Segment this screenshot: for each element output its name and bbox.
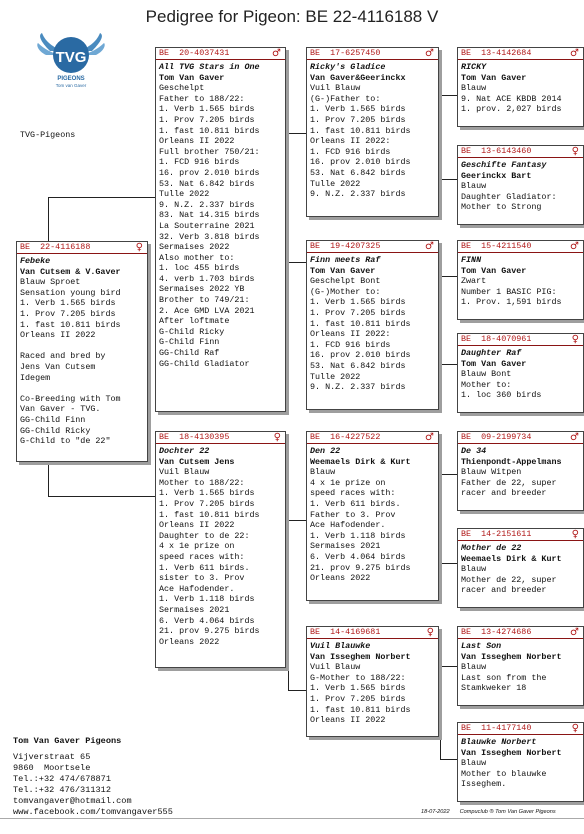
pigeon-info-line: 9. N.Z. 2.337 birds: [159, 199, 255, 210]
pigeon-info-line: 1. loc 360 birds: [461, 390, 542, 401]
ring-number: BE 22-4116188 ♀: [17, 242, 147, 254]
pigeon-name: Daughter Raf: [461, 348, 522, 358]
pigeon-info-line: 1. FCD 916 birds: [159, 157, 240, 168]
female-symbol-icon: ♀: [273, 432, 281, 443]
pigeon-name: Blauwke Norbert: [461, 737, 537, 747]
male-symbol-icon: ♂: [570, 48, 579, 59]
pigeon-info-line: Ace Hafodender.: [159, 583, 235, 594]
pigeon-card-paternal-grandmother[interactable]: [306, 240, 439, 410]
owner-email[interactable]: tomvangaver@hotmail.com: [13, 796, 132, 806]
pigeon-info-line: G-Child Ricky: [159, 326, 225, 337]
female-symbol-icon: ♀: [135, 242, 143, 253]
pigeon-info-line: [20, 341, 144, 352]
pigeon-card-mfm[interactable]: [457, 528, 584, 608]
owner-phone: Tel.:+32 474/678871: [13, 774, 111, 784]
pigeon-card-fmm[interactable]: [457, 333, 584, 413]
pigeon-info-line: 1. fast 10.811 birds: [310, 704, 411, 715]
pigeon-info-line: 1. Verb 1.565 birds: [310, 104, 406, 115]
ring-number: BE 09-2199734 ♂: [458, 432, 583, 444]
pigeon-info-line: Orleans II 2022:: [310, 329, 391, 340]
pigeon-info-line: 4 x 1e prize on: [310, 477, 386, 488]
pigeon-info-line: Geschelpt: [159, 83, 205, 94]
connector-line: [440, 474, 441, 563]
pigeon-info-line: 53. Nat 6.842 birds: [159, 178, 255, 189]
connector-line: [48, 197, 156, 198]
pigeon-info-line: speed races with:: [159, 551, 245, 562]
pigeon-info-line: G-Mother to 188/22:: [310, 672, 406, 683]
pigeon-info-line: 21. prov 9.275 birds: [310, 562, 411, 573]
pigeon-info-line: Tulle 2022: [310, 178, 361, 189]
pigeon-card-main[interactable]: [16, 241, 148, 462]
svg-text:PIGEONS: PIGEONS: [57, 76, 85, 82]
pigeon-info-line: Daughter to de 22:: [159, 530, 250, 541]
pigeon-owner: Tom Van Gaver: [461, 265, 527, 276]
pigeon-info-line: 21. prov 9.275 birds: [159, 626, 260, 637]
pigeon-info-line: 1. Verb 1.565 birds: [310, 297, 406, 308]
pigeon-info-line: Vuil Blauw: [159, 467, 210, 478]
pigeon-info-line: G-Child Finn: [159, 337, 220, 348]
pigeon-name: All TVG Stars in One: [159, 62, 260, 72]
pigeon-info-line: speed races with:: [310, 488, 396, 499]
pigeon-info-line: 9. N.Z. 2.337 birds: [310, 382, 406, 393]
connector-line: [288, 133, 289, 215]
pigeon-info-line: Mother to blauwke: [461, 768, 547, 779]
connector-line: [440, 95, 458, 96]
connector-line: [440, 563, 458, 564]
pigeon-info-line: Blauw: [461, 564, 487, 575]
pigeon-info-line: GG-Child Ricky: [20, 425, 91, 436]
pigeon-info-line: Orleans II 2022: [310, 715, 386, 726]
pigeon-info-line: 1. Prov 7.205 birds: [310, 307, 406, 318]
pigeon-info-line: Father de 22, super: [461, 477, 557, 488]
pigeon-info-line: Number 1 BASIC PIG:: [461, 286, 557, 297]
ring-number: BE 18-4070961 ♀: [458, 334, 583, 346]
ring-number: BE 16-4227522 ♂: [307, 432, 438, 444]
pigeon-card-mff[interactable]: [457, 431, 584, 511]
pigeon-card-fff[interactable]: [457, 47, 584, 127]
pigeon-info-line: 1. Prov 7.205 birds: [20, 308, 116, 319]
connector-line: [440, 666, 441, 759]
pigeon-info-line: Blauw Sproet: [20, 277, 81, 288]
connector-line: [48, 197, 49, 241]
pigeon-name: Ricky's Gladice: [310, 62, 386, 72]
side-label: TVG-Pigeons: [20, 130, 76, 140]
pigeon-owner: Weemaels Dirk & Kurt: [310, 456, 411, 467]
pigeon-info-line: 1. Verb 1.565 birds: [159, 104, 255, 115]
pigeon-info-line: 9. Nat ACE KBDB 2014: [461, 93, 562, 104]
pigeon-info-line: 16. prov 2.010 birds: [159, 167, 260, 178]
female-symbol-icon: ♀: [426, 627, 434, 638]
female-symbol-icon: ♀: [571, 334, 579, 345]
pigeon-info-line: Mother to:: [461, 379, 512, 390]
pigeon-info-line: Mother to 188/22:: [159, 477, 245, 488]
connector-line: [440, 474, 458, 475]
male-symbol-icon: ♂: [425, 432, 434, 443]
pigeon-owner: Van Cutsem Jens: [159, 456, 235, 467]
pigeon-info-line: Blauw: [461, 83, 487, 94]
owner-facebook[interactable]: www.facebook.com/tomvangaver555: [13, 807, 173, 817]
ring-number: BE 18-4130395 ♀: [156, 432, 285, 444]
pigeon-info-line: Father to 3. Prov: [310, 509, 396, 520]
pigeon-owner: Van Gaver&Geerinckx: [310, 72, 406, 83]
pigeon-info-line: Daughter Gladiator:: [461, 191, 557, 202]
pigeon-info-line: 16. prov 2.010 birds: [310, 157, 411, 168]
pigeon-info-line: Blauw Witpen: [461, 467, 522, 478]
male-symbol-icon: ♂: [570, 627, 579, 638]
pigeon-info-line: Mother to Strong: [461, 202, 542, 213]
pigeon-info-line: racer and breeder: [461, 585, 547, 596]
pigeon-info-line: Last son from the: [461, 672, 547, 683]
pigeon-info-line: 9. N.Z. 2.337 birds: [310, 189, 406, 200]
owner-phone: Tel.:+32 476/311312: [13, 785, 111, 795]
pigeon-info-line: Blauw: [461, 758, 487, 769]
pigeon-info-line: 1. fast 10.811 birds: [20, 319, 121, 330]
pigeon-info-line: Stamkweker 18: [461, 683, 527, 694]
pigeon-card-maternal-grandfather[interactable]: [306, 431, 439, 601]
ring-number: BE 19-4207325 ♂: [307, 241, 438, 253]
tvg-logo: [36, 31, 106, 95]
pigeon-info-line: 6. Verb 4.064 birds: [310, 551, 406, 562]
pigeon-info-line: Co-Breeding with Tom: [20, 393, 121, 404]
pigeon-name: Geschifte Fantasy: [461, 160, 547, 170]
pigeon-info-line: 1. FCD 916 birds: [310, 146, 391, 157]
pigeon-card-paternal-grandfather[interactable]: [306, 47, 439, 217]
ring-number: BE 14-2151611 ♀: [458, 529, 583, 541]
pigeon-info-line: 4 x 1e prize on: [159, 541, 235, 552]
pigeon-card-mother[interactable]: [155, 431, 286, 668]
pigeon-info-line: Tulle 2022: [310, 371, 361, 382]
female-symbol-icon: ♀: [571, 529, 579, 540]
owner-address-line: 9860 Moortsele: [13, 763, 91, 773]
pigeon-info-line: Zwart: [461, 276, 487, 287]
pigeon-info-line: Sermaises 2022 YB: [159, 284, 245, 295]
pigeon-info-line: Orleans II 2022: [20, 330, 96, 341]
pigeon-info-line: 1. Verb 1.565 birds: [159, 488, 255, 499]
pigeon-info-line: Orleans II 2022:: [310, 136, 391, 147]
male-symbol-icon: ♂: [272, 48, 281, 59]
pigeon-info-line: Orleans 2022: [159, 636, 220, 647]
ring-number: BE 15-4211540 ♂: [458, 241, 583, 253]
pigeon-info-line: 1. Verb 1.118 birds: [310, 530, 406, 541]
ring-number: BE 13-6143460 ♀: [458, 146, 583, 158]
pigeon-info-line: 1. Verb 611 birds.: [159, 562, 250, 573]
pigeon-owner: Tom Van Gaver: [159, 72, 225, 83]
pigeon-info-line: Vuil Blauw: [310, 83, 361, 94]
pigeon-info-line: 53. Nat 6.842 birds: [310, 360, 406, 371]
connector-line: [288, 520, 289, 690]
pigeon-info-line: Blauw Bont: [461, 369, 512, 380]
connector-line: [48, 462, 49, 496]
pigeon-owner: Geerinckx Bart: [461, 170, 532, 181]
pigeon-info-line: 4. verb 1.703 birds: [159, 273, 255, 284]
pigeon-name: Vuil Blauwke: [310, 641, 371, 651]
footer-date: 18-07-2022: [421, 809, 450, 815]
ring-number: BE 17-6257450 ♂: [307, 48, 438, 60]
pigeon-name: Febeke: [20, 256, 51, 266]
pigeon-owner: Tom Van Gaver: [461, 358, 527, 369]
pigeon-info-line: Mother de 22, super: [461, 574, 557, 585]
pigeon-info-line: 1. fast 10.811 birds: [310, 318, 411, 329]
pigeon-card-mmf[interactable]: [457, 626, 584, 706]
footer-credit: [421, 809, 566, 815]
pigeon-info-line: Sermaises 2021: [159, 604, 230, 615]
pigeon-info-line: GG-Child Raf: [159, 348, 220, 359]
ring-number: BE 20-4037431 ♂: [156, 48, 285, 60]
pigeon-info-line: 1. Verb 611 birds.: [310, 498, 401, 509]
connector-line: [440, 276, 458, 277]
pigeon-info-line: 1. loc 455 birds: [159, 263, 240, 274]
pigeon-info-line: Geschelpt Bont: [310, 276, 381, 287]
pigeon-owner: Tom Van Gaver: [310, 265, 376, 276]
pigeon-info-line: (G-)Father to:: [310, 93, 381, 104]
pigeon-name: Finn meets Raf: [310, 255, 381, 265]
pigeon-info-line: 1. fast 10.811 birds: [159, 509, 260, 520]
pigeon-info-line: 2. Ace GMD LVA 2021: [159, 305, 255, 316]
male-symbol-icon: ♂: [425, 241, 434, 252]
pigeon-card-ffm[interactable]: [457, 145, 584, 225]
connector-line: [440, 276, 441, 364]
connector-line: [440, 759, 458, 760]
footer-credit-text: Compuclub ® Tom Van Gaver Pigeons: [459, 809, 556, 815]
pigeon-card-father[interactable]: [155, 47, 286, 412]
connector-line: [288, 690, 307, 691]
pigeon-info-line: Sensation young bird: [20, 287, 121, 298]
pigeon-info-line: Orleans II 2022: [159, 520, 235, 531]
connector-line: [288, 133, 307, 134]
pigeon-owner: Weemaels Dirk & Kurt: [461, 553, 562, 564]
pigeon-info-line: Sermaises 2022: [159, 242, 230, 253]
connector-line: [288, 520, 307, 521]
pigeon-info-line: Ace Hafodender.: [310, 520, 386, 531]
pigeon-info-line: Brother to 749/21:: [159, 295, 250, 306]
pigeon-info-line: Isseghem.: [461, 779, 507, 790]
pigeon-card-maternal-grandmother[interactable]: [306, 626, 439, 737]
pigeon-info-line: Orleans 2022: [310, 573, 371, 584]
pigeon-info-line: Blauw: [461, 181, 487, 192]
pigeon-info-line: Orleans II 2022: [159, 136, 235, 147]
pigeon-info-line: 1. fast 10.811 birds: [159, 125, 260, 136]
pigeon-info-line: 1. Prov 7.205 birds: [159, 114, 255, 125]
pigeon-info-line: sister to 3. Prov: [159, 573, 245, 584]
connector-line: [288, 215, 289, 262]
pigeon-info-line: 1. Prov 7.205 birds: [310, 114, 406, 125]
pigeon-info-line: Father to 188/22:: [159, 93, 245, 104]
pigeon-info-line: 83. Nat 14.315 birds: [159, 210, 260, 221]
pigeon-info-line: [20, 383, 144, 394]
ring-number: BE 13-4274686 ♂: [458, 627, 583, 639]
pigeon-info-line: (G-)Mother to:: [310, 286, 381, 297]
owner-contact-block: [13, 736, 173, 818]
pigeon-owner: Van Cutsem & V.Gaver: [20, 266, 121, 277]
owner-address-line: Vijverstraat 65: [13, 752, 91, 762]
pigeon-owner: Tom Van Gaver: [461, 72, 527, 83]
connector-line: [48, 496, 156, 497]
pigeon-info-line: Blauw: [461, 662, 487, 673]
pigeon-info-line: Jens Van Cutsem: [20, 361, 96, 372]
female-symbol-icon: ♀: [571, 146, 579, 157]
pigeon-owner: Van Isseghem Norbert: [461, 651, 562, 662]
pigeon-card-mmm[interactable]: [457, 722, 584, 802]
footer-divider: [0, 818, 584, 819]
pigeon-info-line: 1. Prov 7.205 birds: [310, 693, 406, 704]
pigeon-owner: Thienpondt-Appelmans: [461, 456, 562, 467]
connector-line: [288, 262, 307, 263]
pigeon-info-line: GG-Child Finn: [20, 414, 86, 425]
pigeon-info-line: 1. Prov 7.205 birds: [159, 498, 255, 509]
pigeon-info-line: 1. fast 10.811 birds: [310, 125, 411, 136]
pigeon-info-line: 1. Verb 1.118 birds: [159, 594, 255, 605]
svg-text:TVG: TVG: [55, 49, 87, 66]
pigeon-info-line: GG-Child Gladiator: [159, 358, 250, 369]
ring-number: BE 11-4177140 ♀: [458, 723, 583, 735]
pigeon-info-line: Blauw: [310, 467, 336, 478]
connector-line: [440, 95, 441, 179]
pigeon-name: Mother de 22: [461, 543, 522, 553]
ring-number: BE 14-4169681 ♀: [307, 627, 438, 639]
pigeon-info-line: After loftmate: [159, 316, 230, 327]
pigeon-owner: Van Isseghem Norbert: [461, 747, 562, 758]
pigeon-info-line: G-Child to "de 22": [20, 436, 111, 447]
pigeon-name: De 34: [461, 446, 487, 456]
pigeon-info-line: 6. Verb 4.064 birds: [159, 615, 255, 626]
pigeon-info-line: 53. Nat 6.842 birds: [310, 167, 406, 178]
pigeon-name: RICKY: [461, 62, 487, 72]
pigeon-info-line: Idegem: [20, 372, 51, 383]
pigeon-info-line: La Souterraine 2021: [159, 220, 255, 231]
pigeon-name: FINN: [461, 255, 482, 265]
pigeon-name: Dochter 22: [159, 446, 210, 456]
pigeon-info-line: 32. Verb 3.818 birds: [159, 231, 260, 242]
female-symbol-icon: ♀: [571, 723, 579, 734]
pigeon-info-line: Vuil Blauw: [310, 662, 361, 673]
pigeon-info-line: 1. Prov. 1,591 birds: [461, 297, 562, 308]
male-symbol-icon: ♂: [570, 241, 579, 252]
connector-line: [440, 364, 458, 365]
pigeon-name: Last Son: [461, 641, 502, 651]
pigeon-info-line: 1. FCD 916 birds: [310, 339, 391, 350]
pigeon-info-line: 1. prov. 2,027 birds: [461, 104, 562, 115]
pigeon-info-line: Tulle 2022: [159, 189, 210, 200]
pigeon-info-line: Also mother to:: [159, 252, 235, 263]
pigeon-owner: Van Isseghem Norbert: [310, 651, 411, 662]
pigeon-info-line: 16. prov 2.010 birds: [310, 350, 411, 361]
pigeon-info-line: 1. Verb 1.565 birds: [310, 683, 406, 694]
pigeon-info-line: Van Gaver - TVG.: [20, 404, 101, 415]
page-title: Pedigree for Pigeon: BE 22-4116188 V: [145, 7, 439, 26]
pigeon-info-line: racer and breeder: [461, 488, 547, 499]
pigeon-info-line: 1. Verb 1.565 birds: [20, 298, 116, 309]
connector-line: [440, 179, 458, 180]
pigeon-info-line: Raced and bred by: [20, 351, 106, 362]
male-symbol-icon: ♂: [570, 432, 579, 443]
pigeon-name: Den 22: [310, 446, 341, 456]
owner-title: Tom Van Gaver Pigeons: [13, 736, 122, 746]
pigeon-info-line: Full brother 750/21:: [159, 146, 260, 157]
male-symbol-icon: ♂: [425, 48, 434, 59]
connector-line: [440, 666, 458, 667]
ring-number: BE 13-4142684 ♂: [458, 48, 583, 60]
pigeon-card-fmf[interactable]: [457, 240, 584, 320]
svg-text:Tom van Gaver: Tom van Gaver: [55, 83, 87, 88]
pigeon-info-line: Sermaises 2021: [310, 541, 381, 552]
